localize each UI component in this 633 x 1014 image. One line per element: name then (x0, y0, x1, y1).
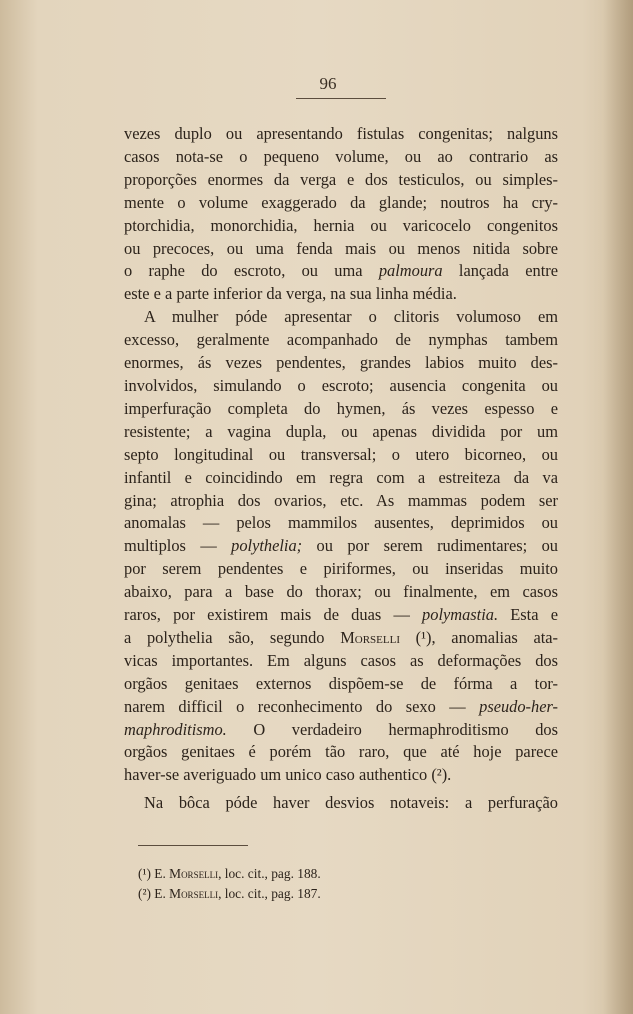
page-number: 96 (319, 74, 337, 93)
text-line: abaixo, para a base do thorax; ou finalmente, em casos (124, 582, 558, 602)
text-run: a polythelia são, segundo (124, 627, 341, 647)
main-text (124, 123, 558, 787)
text-line: anomalas — pelos mammilos ausentes, deprimidos ou (124, 513, 558, 533)
header-rule (296, 98, 386, 99)
text-line: infantil e coincidindo em regra com a estreiteza da va (124, 467, 558, 487)
text-line: gina; atrophia dos ovarios, etc. As mammas podem ser (124, 490, 558, 510)
text-line: ou precoces, ou uma fenda mais ou menos nitida sobre (124, 238, 558, 258)
italic-term: polythelia; (231, 536, 303, 556)
text-line (124, 696, 558, 719)
text-line: resistente; a vagina dupla, ou apenas dividida por um (124, 421, 558, 441)
text-line: ptorchidia, monorchidia, hernia ou varicocelo congenitos (124, 215, 558, 235)
text-run: ou por serem rudimentares; ou (302, 536, 559, 556)
footnote-text: , loc. cit., pag. 187. (218, 886, 321, 901)
footnote-mark: (¹) E. (138, 866, 170, 881)
text-line: mente o volume exaggerado da glande; noutros ha cry- (124, 192, 558, 212)
footnotes (138, 864, 438, 904)
footnote-1 (138, 864, 438, 884)
text-run: lançada entre (442, 261, 558, 281)
author-name: Morselli (169, 886, 219, 901)
footnote-rule (138, 845, 248, 846)
text-line: orgãos genitaes externos dispõem-se de fórma a tor- (124, 673, 558, 693)
text-run: o raphe do escroto, ou uma (124, 261, 379, 281)
footnote-mark: (²) E. (138, 886, 170, 901)
text-line (124, 627, 558, 650)
italic-term: palmoura (378, 261, 443, 281)
text-run: multiplos — (124, 536, 232, 556)
text-line: por serem pendentes e piriformes, ou inseridas muito (124, 559, 558, 579)
text-line: casos nota-se o pequeno volume, ou ao contrario as (124, 146, 558, 166)
footnote-2 (138, 884, 438, 904)
italic-term: maphroditismo. (124, 719, 227, 739)
author-name: Morselli (340, 627, 400, 647)
paragraph-start: Na bôca póde haver desvios notaveis: a perfuração (144, 793, 558, 812)
text-line (124, 604, 558, 627)
text-line: involvidos, simulando o escroto; ausencia congenita ou (124, 375, 558, 395)
italic-term: pseudo-her- (479, 696, 558, 716)
italic-term: polymastia. (422, 605, 499, 625)
text-line: vezes duplo ou apresentando fistulas congenitas; nalguns (124, 124, 558, 143)
text-line: excesso, geralmente acompanhado de nymphas tambem (124, 330, 558, 350)
text-line: orgãos genitaes é porém tão raro, que até hoje parece (124, 742, 558, 762)
text-run: Esta e (498, 605, 558, 625)
text-line: vicas importantes. Em alguns casos as deformações dos (124, 650, 558, 670)
text-run: raros, por existirem mais de duas — (124, 605, 423, 625)
author-name: Morselli (169, 866, 219, 881)
text-line: proporções enormes da verga e dos testiculos, ou simples- (124, 169, 558, 189)
text-line: A mulher póde apresentar o clitoris volumoso em (144, 307, 558, 327)
page-spine-shadow (603, 0, 633, 1014)
footnote-text: , loc. cit., pag. 188. (218, 866, 321, 881)
text-run: narem difficil o reconhecimento do sexo — (124, 696, 480, 716)
text-line (124, 719, 558, 742)
text-run: O verdadeiro hermaphroditismo dos (226, 719, 558, 739)
text-line: haver-se averiguado um unico caso authentico (²). (124, 765, 452, 785)
text-line: este e a parte inferior da verga, na sua linha média. (124, 284, 457, 304)
text-line (124, 260, 558, 283)
text-line: enormes, ás vezes pendentes, grandes labios muito des- (124, 353, 558, 373)
text-run: (¹), anomalias ata- (399, 627, 559, 647)
text-line: septo longitudinal ou transversal; o utero bicorneo, ou (124, 444, 558, 464)
text-line (124, 535, 558, 558)
text-line: imperfuração completa do hymen, ás vezes espesso e (124, 398, 558, 418)
